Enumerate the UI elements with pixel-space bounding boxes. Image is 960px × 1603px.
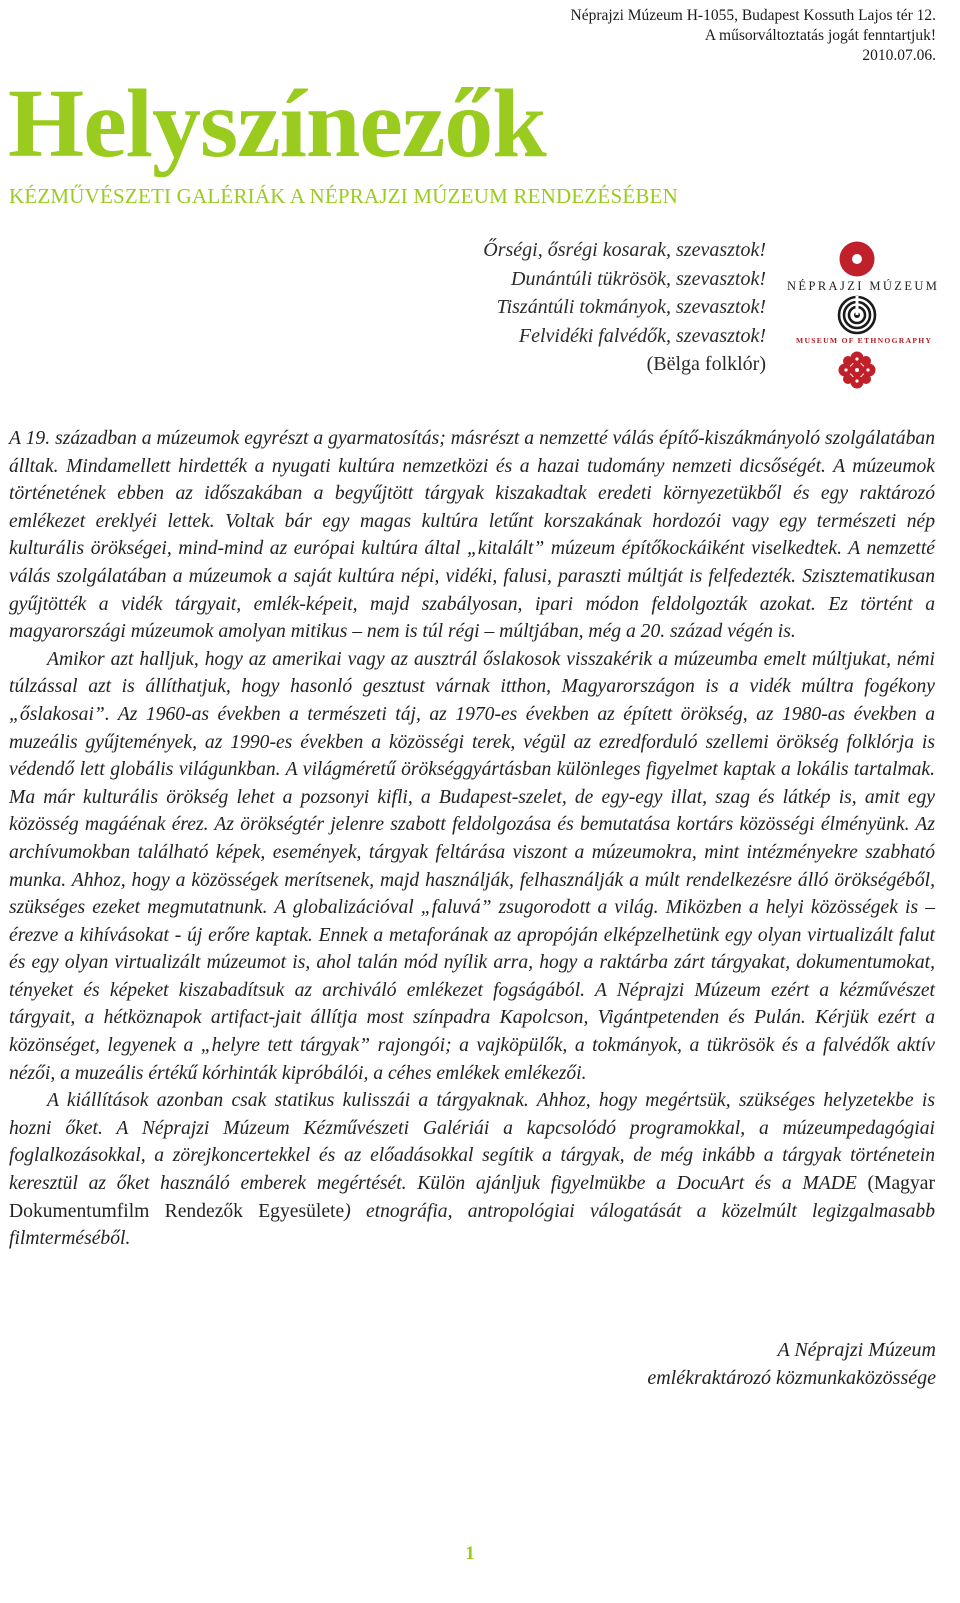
verse-line: Tiszántúli tokmányok, szevasztok! — [496, 296, 766, 318]
verse-line: Felvidéki falvédők, szevasztok! — [518, 324, 766, 347]
museum-address: Néprajzi Múzeum H-1055, Budapest Kossuth Lajos tér 12. — [570, 7, 936, 24]
page-title: Helyszínezők — [8, 70, 546, 178]
verse-line: Őrségi, ősrégi kosarak, szevasztok! — [483, 239, 766, 261]
page-subtitle: KÉZMŰVÉSZETI GALÉRIÁK A NÉPRAJZI MÚZEUM RENDEZÉSÉBEN — [9, 184, 678, 208]
verse-attribution: (Bëlga folklór) — [646, 353, 766, 375]
organization-name: (Magyar Dokumentumfilm Rendezők Egyesülete — [9, 1173, 935, 1222]
header-info — [416, 6, 936, 66]
paragraph-text: ) etnográfia, antropológiai válogatását a közelmúlt legizgalmasabb filmterméséből. — [9, 1200, 935, 1250]
logo-name-hu: NÉPRAJZI MÚZEUM — [787, 279, 940, 293]
signature — [647, 1336, 936, 1392]
paragraph: A 19. században a múzeumok egyrészt a gyarmatosítás; másrészt a nemzetté válás építő-kiszákmányoló szolgálatában álltak. Mindamellett hirdették a nyugati kultúra nemzetközi és a hazai tudomány nemzeti dicsőségét. A múzeumok történetének ebben az időszakában a begyűjtött tárgyak kiszakadtak eredeti környezetükből és egy raktározó emlékezet ereklyéi lettek. Voltak bár egy magas kultúra letűnt korszakának hordozói vagy egy természeti nép kulturális örökségei, mind-mind az európai kultúra által „kitalált” múzeum építőkockáiként viselkedtek. A nemzetté válás szolgálatában a múzeumok a saját kultúra népi, vidéki, falusi, paraszti múltját is felfedezték. Szisztematikusan gyűjtötték a vidék tárgyait, emlék-képeit, majd szabályosan, ipari módon feldolgozták azokat. Ez történt a magyarországi múzeumok amolyan mitikus – nem is túl régi – múltjában, még a 20. század végén is. — [9, 428, 935, 643]
spiral-icon — [837, 295, 877, 335]
folk-flower-icon — [836, 350, 878, 390]
signature-line: A Néprajzi Múzeum — [777, 1339, 936, 1361]
museum-logo — [783, 238, 940, 393]
paragraph-text: A kiállítások azonban csak statikus kulisszái a tárgyaknak. Ahhoz, hogy megértsük, szükséges helyzetekbe is hozni őket. A Néprajzi Múzeum Kézművészeti Galériái a kapcsolódó programokkal, a múzeumpedagógiai foglalkozásokkal, a zörejkoncertekkel és az előadásokkal segítik a tárgyak, de még inkább a tárgyak történetein keresztül az őket használó emberek megértését. Külön ajánljuk figyelmükbe a DocuArt és a MADE — [9, 1090, 935, 1195]
document-date: 2010.07.06. — [862, 47, 936, 64]
circle-dot-icon — [837, 240, 877, 278]
article-body — [9, 425, 935, 1253]
logo-name-en: MUSEUM OF ETHNOGRAPHY — [796, 336, 933, 345]
program-change-notice: A műsorváltoztatás jogát fenntartjuk! — [704, 27, 936, 44]
paragraph: Amikor azt halljuk, hogy az amerikai vagy az ausztrál őslakosok visszakérik a múzeumba emelt múltjukat, némi túlzással azt is állíthatjuk, hogy hasonló gesztust várnak itthon, Magyarországon is a vidék múltra fogékony „őslakosai”. Az 1960-as években a természeti táj, az 1970-es években az épített örökség, az 1980-as években a muzeális gyűjtemények, az 1990-es években a közösségi terek, végül az ezredforduló szellemi örökség folklórja is védendő lett globális világunkban. A világméretű örökséggyártásban különleges figyelmet kaptak a lokális tartalmak. Ma már kulturális örökség lehet a pozsonyi kifli, a Budapest-szelet, de egy-egy illat, szag és látkép is, amit egy közösség magáénak érez. Az örökségtér jelenre szabott feldolgozása és bemutatása kortárs közösségi élményünk. Az archívumokban található képek, események, tárgyak feltárása viszont a múzeumokra, mint intézményekre szabható munka. Ahhoz, hogy a közösségek merítsenek, majd használják, felhasználják a múlt rendelkezésre álló örökségéből, szükséges ezeket megmutatnunk. A globalizációval „faluvá” zsugorodott a világ. Miközben a helyi közösségek is – érezve a kihívásokat - új erőre kaptak. Ennek a metaforának az apropóján elképzelhetünk egy olyan virtualizált falut és egy olyan virtualizált múzeumot is, ahol talán mód nyílik arra, hogy a raktárba zárt tárgyakat, dokumentumokat, tényeket és képeket kiszabadítsuk az archiváló emlékezet fogságából. A Néprajzi Múzeum ezért a kézművészet tárgyait, a hétköznapok artifact-jait állítja most színpadra Kapolcson, Vigántpetenden és Pulán. Kérjük ezért a közönséget, legyenek a „helyre tett tárgyak” rajongói; a vajköpülők, a tokmányok, a tükrösök és a falvédők aktív nézői, a muzeális értékű kórhinták kipróbálói, a céhes emlékek emlékezői. — [9, 648, 935, 1084]
signature-line: emlékraktározó közmunkaközössége — [647, 1367, 936, 1389]
verse-block — [483, 236, 766, 379]
verse-line: Dunántúli tükrösök, szevasztok! — [511, 267, 766, 290]
page-number: 1 — [465, 1543, 475, 1564]
paragraph — [9, 1087, 935, 1253]
